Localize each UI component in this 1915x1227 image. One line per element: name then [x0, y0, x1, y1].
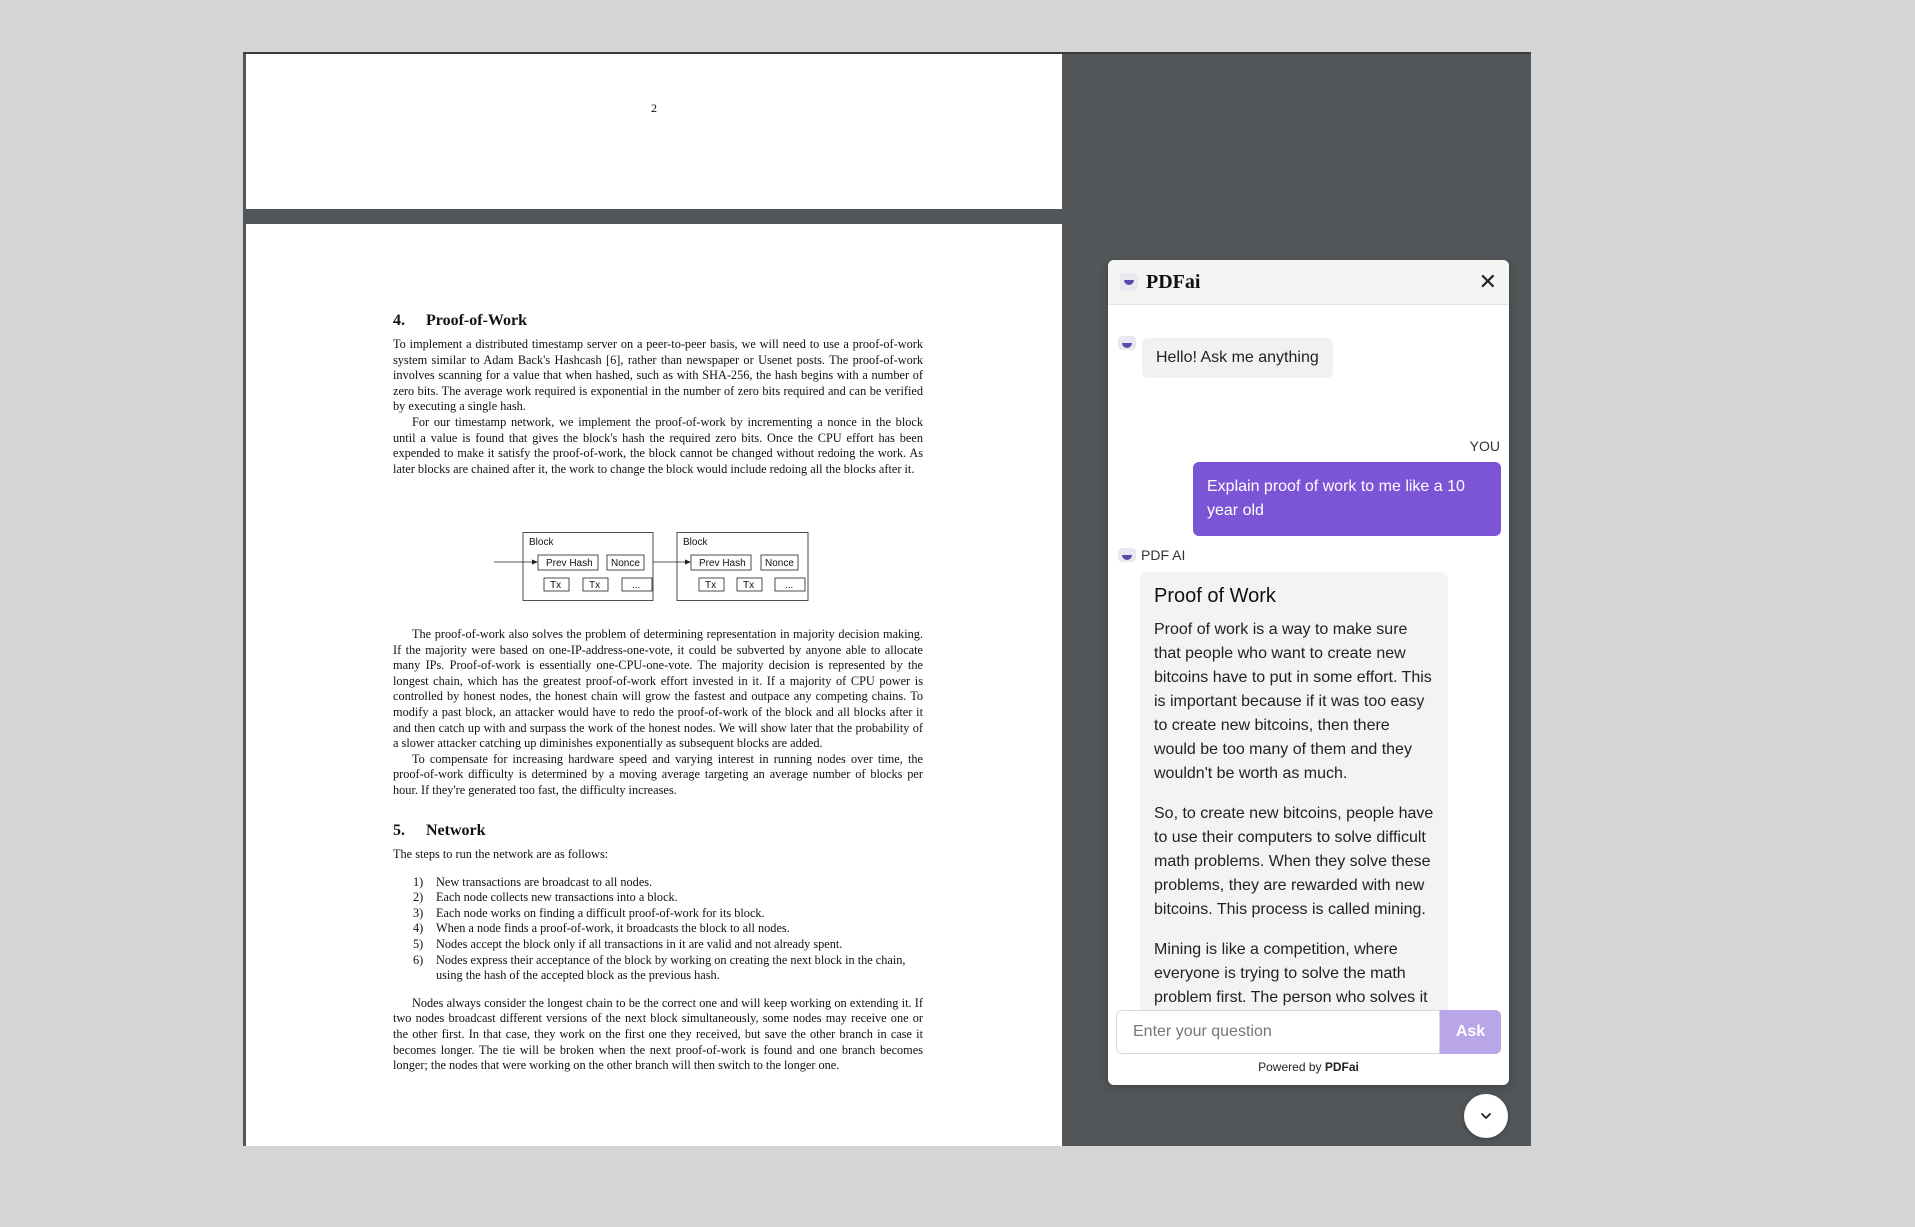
- ask-button[interactable]: Ask: [1440, 1010, 1501, 1054]
- list-item: [413, 921, 923, 937]
- list-number: 4): [413, 921, 424, 936]
- list-item: [413, 875, 923, 891]
- list-text: Each node collects new transactions into a block.: [436, 890, 678, 905]
- more-label: ...: [785, 580, 794, 591]
- bot-greeting-bubble: Hello! Ask me anything: [1142, 338, 1333, 378]
- pdf-page: [246, 224, 1062, 1146]
- tx-label: Tx: [743, 580, 755, 591]
- ai-answer-bubble: [1140, 572, 1448, 1042]
- bot-avatar-icon: [1118, 336, 1136, 350]
- section-title: Network: [426, 822, 486, 839]
- list-number: 2): [413, 890, 424, 905]
- paragraph: The steps to run the network are as follows:: [393, 847, 609, 861]
- list-number: 1): [413, 874, 424, 889]
- close-icon[interactable]: ✕: [1478, 269, 1497, 294]
- paragraph: Nodes always consider the longest chain to be the correct one and will keep working on extending it. If two nodes broadcast different versions of the next block simultaneously, some nodes may receive one or the other first. In that case, they work on the first one they received, but save the other branch in case it becomes longer. The tie will be broken when the next proof-of-work is found and one branch becomes longer; the nodes that were working on the other branch will then switch to the longer one.: [393, 995, 923, 1073]
- section-network: [393, 821, 923, 1074]
- tx-label: Tx: [589, 580, 601, 591]
- nonce-label: Nonce: [765, 558, 794, 569]
- answer-paragraph: So, to create new bitcoins, people have to use their computers to solve difficult math problems. When they solve these problems, they are rewarded with new bitcoins. This process is called mining.: [1154, 805, 1434, 918]
- answer-title: Proof of Work: [1154, 585, 1276, 607]
- section-proof-of-work-continued: [393, 627, 923, 799]
- tx-label: Tx: [705, 580, 717, 591]
- pdf-page-top: [246, 54, 1062, 209]
- user-message-bubble: Explain proof of work to me like a 10 year old: [1193, 462, 1501, 536]
- answer-paragraph: Proof of work is a way to make sure that people who want to create new bitcoins have to put in some effort. This is important because if it was too easy to create new bitcoins, then there would be too many of them and they wouldn't be worth as much.: [1154, 621, 1432, 782]
- scroll-down-button[interactable]: [1464, 1094, 1508, 1138]
- section-number: 5.: [393, 822, 405, 839]
- ai-label: PDF AI: [1141, 547, 1186, 563]
- list-item: [413, 937, 923, 953]
- list-item: [413, 953, 923, 984]
- pdfai-chat-widget: [1108, 260, 1509, 1085]
- list-number: 6): [413, 952, 424, 967]
- nonce-label: Nonce: [611, 558, 640, 569]
- chat-header: [1108, 260, 1509, 305]
- section-number: 4.: [393, 312, 405, 329]
- list-text: Each node works on finding a difficult proof-of-work for its block.: [436, 905, 765, 920]
- user-label: YOU: [1469, 438, 1500, 454]
- page-number: 2: [651, 101, 657, 115]
- paragraph: The proof-of-work also solves the problem of determining representation in majority decision making. If the majority were based on one-IP-address-one-vote, it could be subverted by anyone able to allocate many IPs. Proof-of-work is essentially one-CPU-one-vote. The majority decision is represented by the longest chain, which has the greatest proof-of-work effort invested in it. If a majority of CPU power is controlled by honest nodes, the honest chain will grow the fastest and outpace any competing chains. To modify a past block, an attacker would have to redo the proof-of-work of the block and all blocks after it and then catch up with and surpass the work of the honest nodes. We will show later that the probability of a slower attacker catching up diminishes exponentially as subsequent blocks are added.: [393, 627, 923, 751]
- list-item: [413, 890, 923, 906]
- bot-message-row: [1118, 334, 1333, 378]
- question-input-area: [1116, 1010, 1501, 1054]
- list-item: [413, 906, 923, 922]
- chevron-down-icon: [1479, 1109, 1493, 1123]
- paragraph: To compensate for increasing hardware speed and varying interest in running nodes over time, the proof-of-work difficulty is determined by a moving average targeting an average number of blocks per hour. If they're generated too fast, the difficulty increases.: [393, 751, 923, 797]
- blockchain-diagram-svg: [494, 532, 814, 604]
- list-number: 5): [413, 936, 424, 951]
- question-input[interactable]: [1116, 1010, 1440, 1054]
- block-label: Block: [529, 537, 554, 548]
- list-text: Nodes accept the block only if all transactions in it are valid and not already spent.: [436, 936, 843, 951]
- blockchain-diagram: [494, 532, 814, 604]
- ai-label-row: [1118, 547, 1185, 563]
- list-text: Nodes express their acceptance of the block by working on creating the next block in the chain, using the hash of the accepted block as the previous hash.: [436, 952, 906, 983]
- powered-brand: PDFai: [1324, 1060, 1359, 1074]
- paragraph: For our timestamp network, we implement the proof-of-work by incrementing a nonce in the block until a value is found that gives the block's hash the required zero bits. Once the CPU effort has been expended to make it satisfy the proof-of-work, the block cannot be changed without redoing the work. As later blocks are chained after it, the work to change the block would include redoing all the blocks after it.: [393, 414, 923, 476]
- section-proof-of-work: [393, 311, 923, 477]
- chat-messages[interactable]: [1108, 306, 1509, 1042]
- prev-hash-label: Prev Hash: [699, 558, 746, 569]
- answer-paragraph: Mining is like a competition, where everyone is trying to solve the math problem first. The person who solves it: [1154, 941, 1428, 1006]
- more-label: ...: [632, 580, 641, 591]
- block-label: Block: [683, 537, 708, 548]
- network-steps-list: [413, 875, 923, 984]
- section-heading: [393, 821, 923, 841]
- list-text: New transactions are broadcast to all nodes.: [436, 874, 653, 889]
- bot-avatar-icon: [1118, 548, 1136, 562]
- powered-by: [1108, 1060, 1509, 1074]
- section-heading: [393, 311, 923, 331]
- list-text: When a node finds a proof-of-work, it broadcasts the block to all nodes.: [436, 921, 790, 936]
- section-title: Proof-of-Work: [426, 312, 528, 329]
- tx-label: Tx: [550, 580, 562, 591]
- pdfai-logo-icon: [1120, 273, 1138, 291]
- powered-prefix: Powered by: [1258, 1060, 1322, 1074]
- prev-hash-label: Prev Hash: [546, 558, 593, 569]
- chat-title: PDFai: [1146, 270, 1201, 293]
- paragraph: To implement a distributed timestamp server on a peer-to-peer basis, we will need to use a proof-of-work system similar to Adam Back's Hashcash [6], rather than newspaper or Usenet posts. The proof-of-work involves scanning for a value that when hashed, such as with SHA-256, the hash begins with a number of zero bits. The average work required is exponential in the number of zero bits required and can be verified by executing a single hash.: [393, 337, 923, 414]
- list-number: 3): [413, 905, 424, 920]
